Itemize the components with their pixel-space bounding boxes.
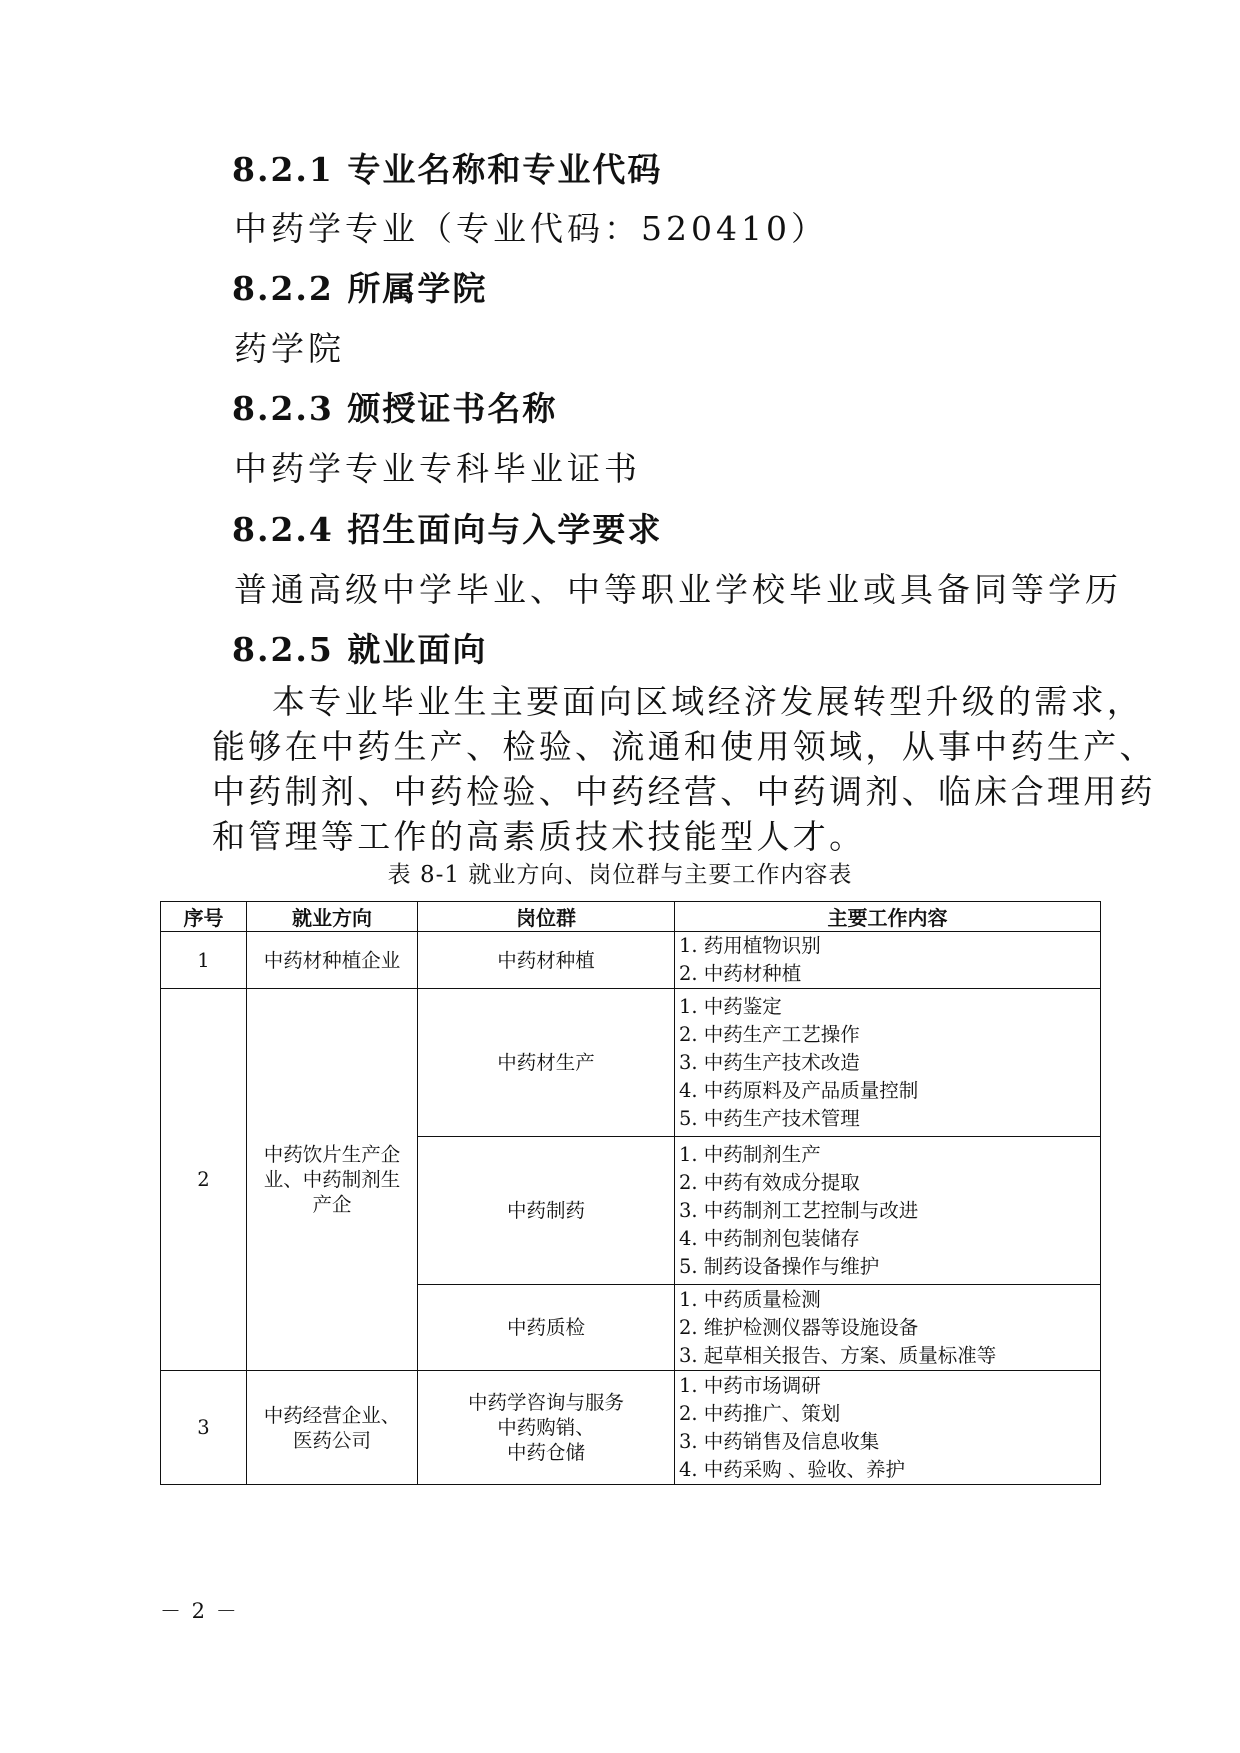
direction-cell — [247, 989, 418, 1371]
page-number: － 2 － — [160, 1599, 239, 1623]
section-text-college: 药学院 — [234, 329, 345, 368]
table-row — [161, 989, 1101, 1137]
row-no: 3 — [161, 1371, 247, 1485]
section-heading-8-2-1: 8.2.1 专业名称和专业代码 — [232, 150, 663, 189]
job-group-name: 中药制药 — [506, 1199, 585, 1222]
employment-paragraph — [212, 679, 1156, 859]
header-job-group: 岗位群 — [418, 902, 675, 932]
duty-item: 3. 起草相关报告、方案、质量标准等 — [679, 1343, 997, 1367]
section-heading-8-2-2: 8.2.2 所属学院 — [232, 269, 488, 308]
job-group-cell — [418, 1285, 675, 1371]
direction-text: 中药经营企业、 — [263, 1403, 401, 1427]
job-group-name: 中药材种植 — [497, 948, 595, 972]
duty-item: 2. 中药材种植 — [679, 962, 802, 985]
section-text-major-name: 中药学专业（专业代码：520410） — [234, 209, 828, 248]
section-text-admission: 普通高级中学毕业、中等职业学校毕业或具备同等学历 — [234, 570, 1122, 609]
direction-text: 中药材种植企业 — [263, 948, 401, 972]
section-heading-8-2-5: 8.2.5 就业面向 — [232, 630, 488, 669]
duties-cell — [675, 1285, 1101, 1371]
duty-item: 2. 中药生产工艺操作 — [679, 1022, 860, 1046]
direction-text: 业、中药制剂生 — [263, 1168, 401, 1191]
paragraph-line: 本专业毕业生主要面向区域经济发展转型升级的需求， — [272, 682, 1144, 721]
job-group-cell — [418, 932, 675, 989]
row-no: 1 — [161, 932, 247, 989]
duty-item: 3. 中药销售及信息收集 — [679, 1429, 880, 1453]
job-group-name: 中药质检 — [506, 1316, 585, 1339]
job-group-name: 中药购销、 — [497, 1416, 595, 1439]
table-row — [161, 1371, 1101, 1485]
header-direction: 就业方向 — [247, 902, 418, 932]
job-group-name: 中药仓储 — [506, 1441, 585, 1464]
duties-cell — [675, 989, 1101, 1137]
duty-item: 2. 维护检测仪器等设施设备 — [679, 1315, 919, 1339]
duty-item: 1. 中药质量检测 — [679, 1287, 821, 1311]
duty-item: 3. 中药生产技术改造 — [679, 1050, 860, 1074]
duty-item: 1. 中药市场调研 — [679, 1373, 821, 1397]
duties-cell — [675, 1371, 1101, 1485]
duty-item: 2. 中药推广、策划 — [679, 1401, 841, 1425]
section-heading-8-2-3: 8.2.3 颁授证书名称 — [232, 389, 558, 428]
duty-item: 3. 中药制剂工艺控制与改进 — [679, 1198, 919, 1222]
duty-item: 5. 中药生产技术管理 — [679, 1106, 860, 1130]
paragraph-line: 中药制剂、中药检验、中药经营、中药调剂、临床合理用药 — [212, 772, 1156, 811]
duties-cell — [675, 932, 1101, 989]
header-no: 序号 — [161, 902, 247, 932]
section-heading-8-2-4: 8.2.4 招生面向与入学要求 — [232, 510, 663, 549]
table-header-row — [161, 902, 1101, 932]
direction-cell — [247, 1371, 418, 1485]
job-group-cell — [418, 1137, 675, 1285]
paragraph-line: 能够在中药生产、检验、流通和使用领域，从事中药生产、 — [212, 727, 1156, 766]
job-group-name: 中药材生产 — [497, 1051, 595, 1074]
duty-item: 5. 制药设备操作与维护 — [679, 1254, 880, 1278]
duty-item: 1. 中药鉴定 — [679, 994, 782, 1018]
duty-item: 1. 药用植物识别 — [679, 934, 821, 957]
direction-text: 产企 — [312, 1193, 352, 1216]
direction-text: 中药饮片生产企 — [263, 1143, 401, 1166]
job-group-name: 中药学咨询与服务 — [467, 1391, 624, 1414]
duties-cell — [675, 1137, 1101, 1285]
header-main-duties: 主要工作内容 — [675, 902, 1101, 932]
table-row — [161, 932, 1101, 989]
employment-table — [160, 901, 1101, 1485]
direction-text: 医药公司 — [292, 1428, 371, 1452]
paragraph-line: 和管理等工作的高素质技术技能型人才。 — [212, 817, 866, 856]
duty-item: 4. 中药原料及产品质量控制 — [679, 1078, 919, 1102]
direction-cell — [247, 932, 418, 989]
section-text-certificate: 中药学专业专科毕业证书 — [234, 449, 641, 488]
table-caption: 表 8-1 就业方向、岗位群与主要工作内容表 — [387, 862, 853, 888]
duty-item: 4. 中药采购 、验收、养护 — [679, 1457, 906, 1481]
duty-item: 4. 中药制剂包装储存 — [679, 1226, 860, 1250]
duty-item: 1. 中药制剂生产 — [679, 1142, 821, 1166]
row-no: 2 — [161, 989, 247, 1371]
job-group-cell — [418, 1371, 675, 1485]
job-group-cell — [418, 989, 675, 1137]
duty-item: 2. 中药有效成分提取 — [679, 1170, 860, 1194]
